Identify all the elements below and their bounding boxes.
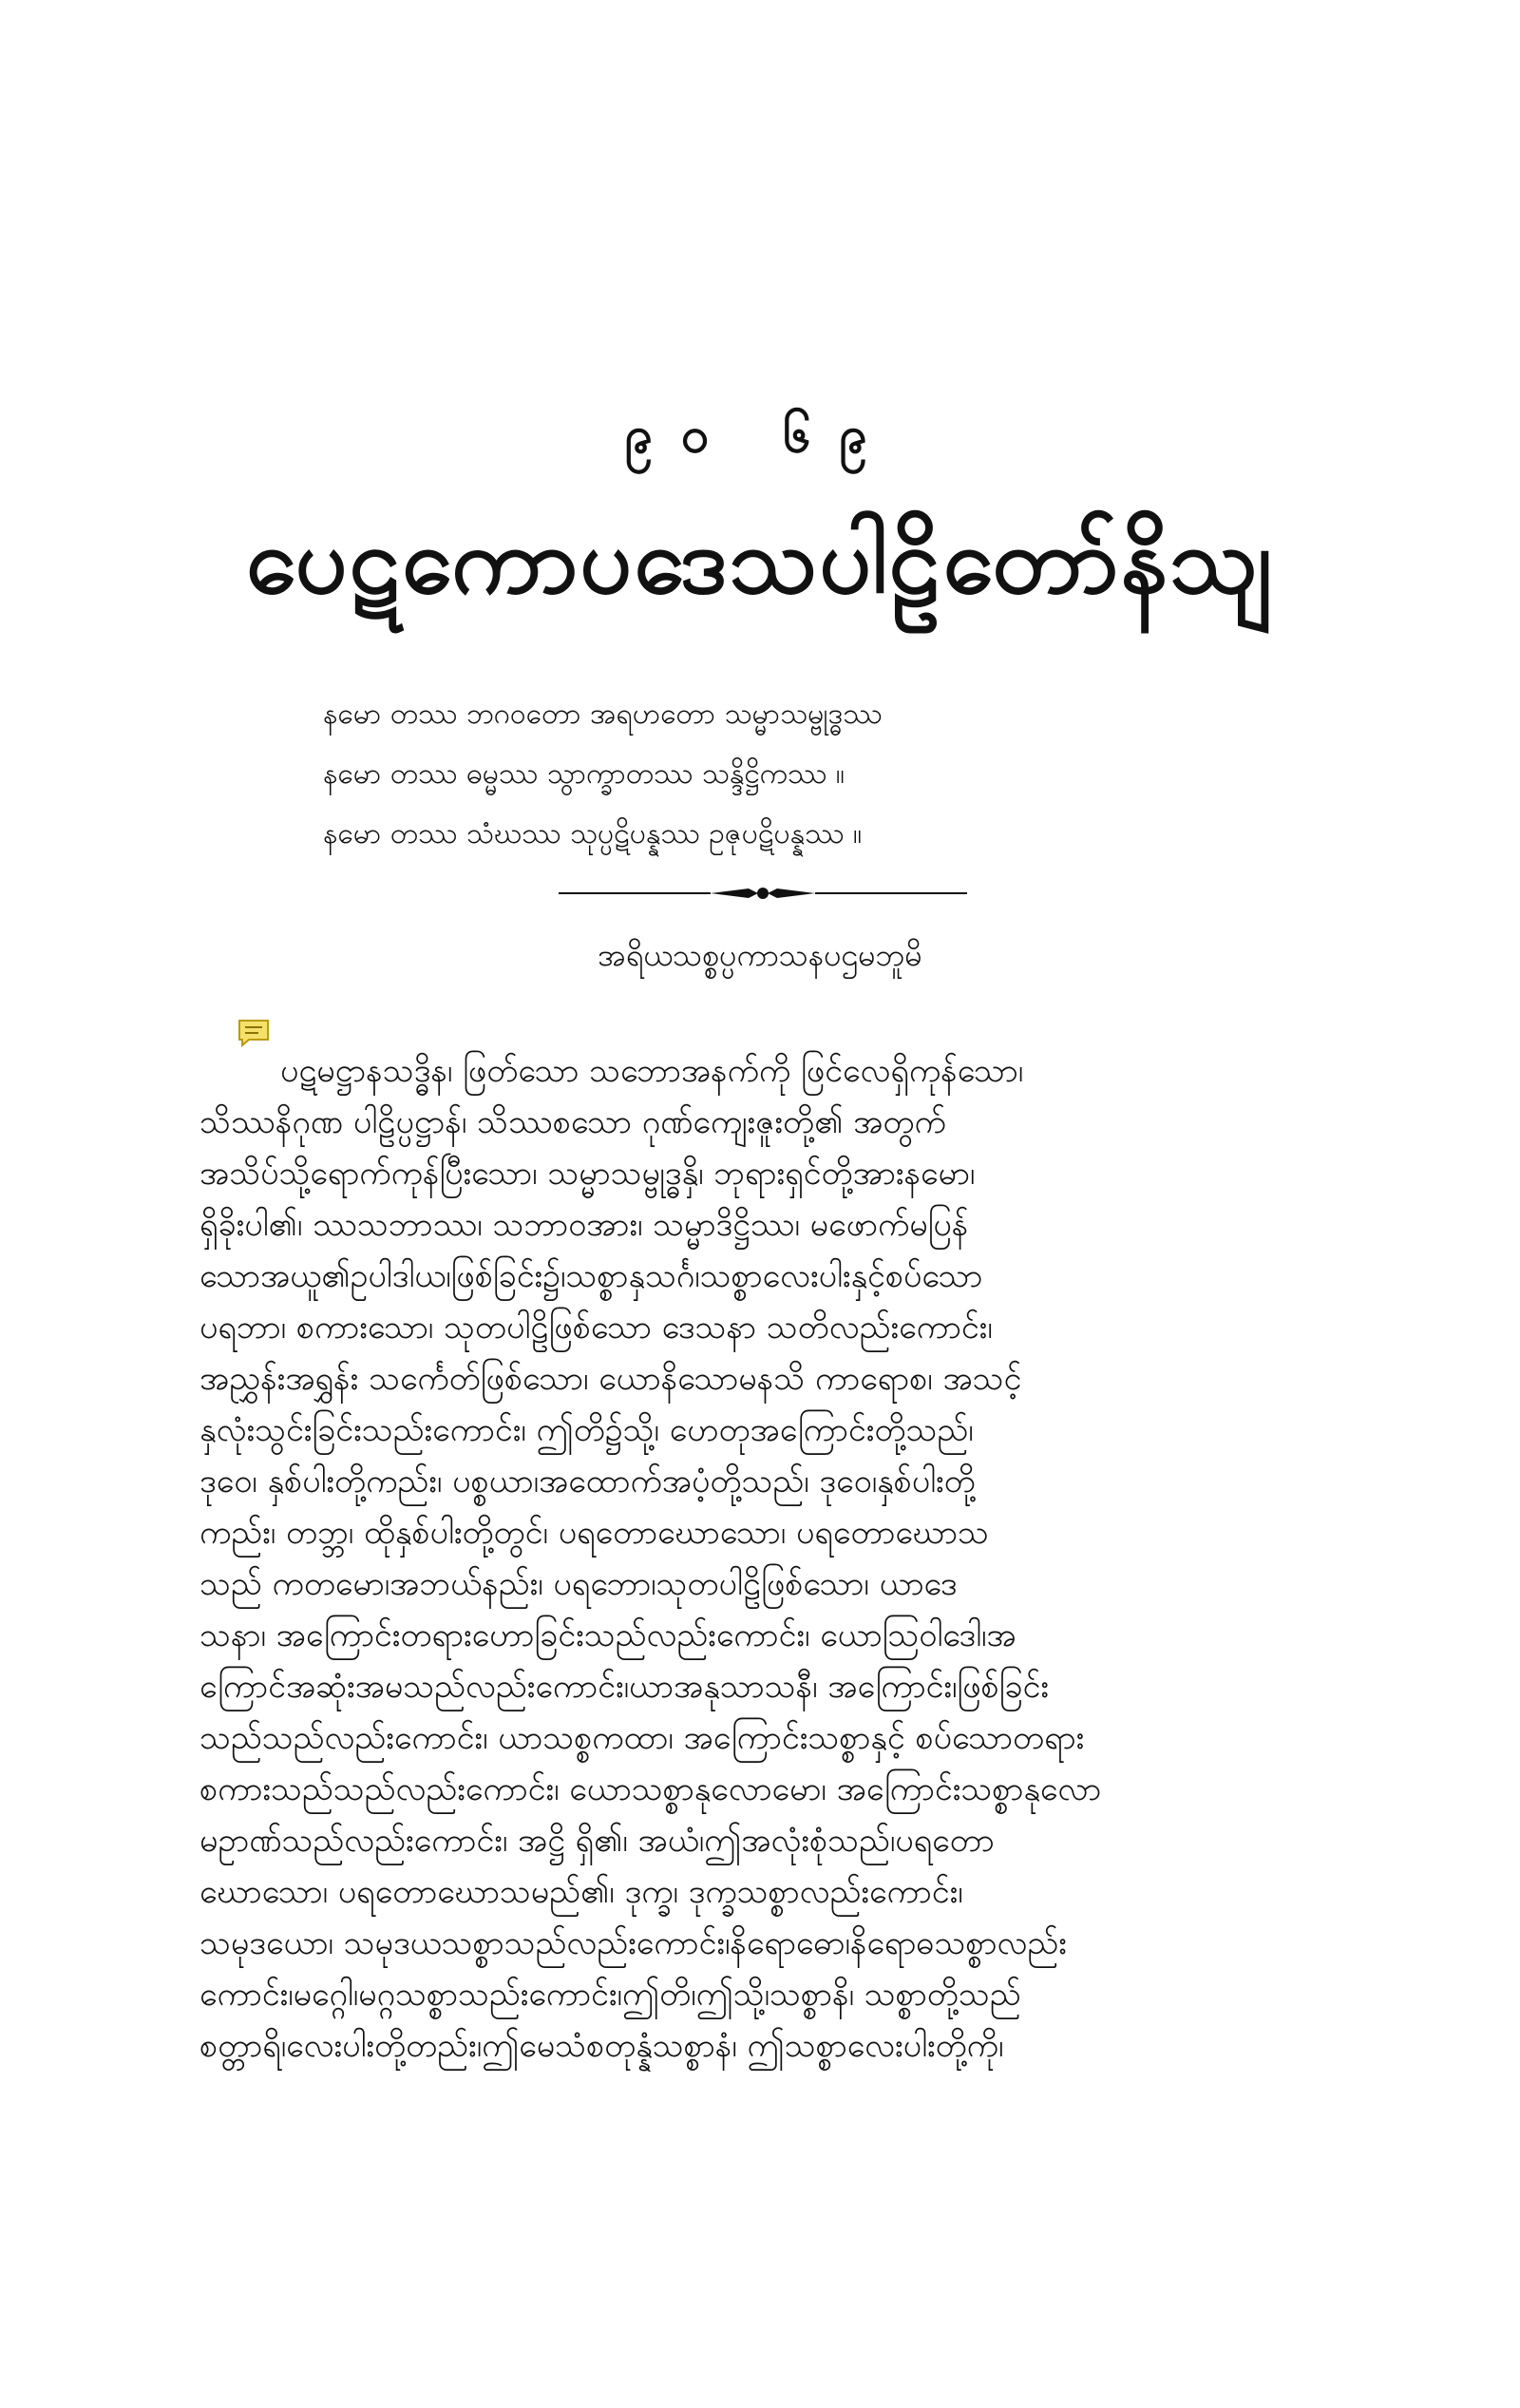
body-line: ကြောင်အဆုံးအမသည်လည်းကောင်း၊ယာအနုသာသနီ၊ အကြောင်း၊ဖြစ်ခြင်း (200, 1668, 1050, 1706)
body-line: သောအယူ၏ဥပါဒါယ၊ဖြစ်ခြင်း၌၊သစ္စာနှသင်္ဂ၊သစ္စာလေးပါးနှင့်စပ်သော (200, 1257, 983, 1295)
section-heading: အရိယသစ္စပ္ပကာသနပဌမဘူမိ (598, 937, 922, 973)
body-line: ဒုဝေ၊ နှစ်ပါးတို့ကည်း၊ ပစ္စယာ၊အထောက်အပံ့တို့သည်၊ ဒုဝေ၊နှစ်ပါးတို့ (200, 1462, 976, 1500)
body-line: အညွှန်းအရွှန်း သင်္ကေတ်ဖြစ်သော၊ ယောနိသောမနသိ ကာရောစ၊ အသင့် (200, 1360, 1022, 1398)
body-line: နှလုံးသွင်းခြင်းသည်းကောင်း၊ ဤတိ၌သို့၊ ဟေတုအကြောင်းတို့သည်၊ (200, 1411, 974, 1449)
page-title: ပေဋကောပဒေသပါဠိတော်နိသျ (245, 507, 1275, 614)
page-number: ၉၀ ၆၉ (624, 406, 896, 464)
body-line: မဥာဏ်သည်လည်းကောင်း၊ အဋ္ဌိ ရှိ၏၊ အယံ၊ဤအလုံးစုံသည်၊ပရတော (200, 1822, 995, 1860)
subtitle-line-1: နမော တဿ ဘဂဝတော အရဟတော သမ္မာသမ္ဗုဒ္ဓဿ (323, 698, 883, 731)
body-line: သိဿနိဂုဏ ပါဠိပ္ပဋ္ဌာန်၊ သိဿစသော ဂုဏ်ကျေးဇူးတို့၏ အတွက် (200, 1103, 946, 1141)
body-line: ပဋမဋ္ဌာနသဒ္ဓိန၊ ဖြတ်သော သဘောအနက်ကို ဖြင်လေရှိကုန်သော၊ (280, 1052, 1024, 1090)
body-line: ရှိခိုးပါ၏၊ ဿသဘာဿ၊ သဘာဝအား၊ သမ္မာဒိဋ္ဌိဿ၊ မဖောက်မပြန် (200, 1206, 969, 1244)
body-text (200, 1045, 1320, 2072)
body-line: သည်သည်လည်းကောင်း၊ ယာသစ္စကထာ၊ အကြောင်းသစ္စာနှင့် စပ်သောတရား (200, 1719, 1085, 1757)
body-line: ပရဘာ၊ စကားသော၊ သုတပါဠိဖြစ်သော ဒေသနာ သတိလည်းကောင်း၊ (200, 1309, 993, 1347)
body-line: အသိပ်သို့ရောက်ကုန်ပြီးသော၊ သမ္မာသမ္ဗုဒ္ဓနှိ၊ ဘုရားရှင်တို့အားနမော၊ (200, 1155, 976, 1193)
body-line: သည် ကတမော၊အဘယ်နည်း၊ ပရဘော၊သုတပါဠိဖြစ်သော၊ ယာဒေ (200, 1565, 958, 1603)
body-line: စတ္တာရိ၊လေးပါးတို့တည်း၊ဤမေသံစတုန္နံသစ္စာနံ၊ ဤသစ္စာလေးပါးတို့ကို၊ (200, 2027, 1004, 2065)
note-comment-icon[interactable] (238, 1019, 270, 1047)
subtitle-line-2: နမော တဿ ဓမ္မဿ သွာက္ခာတဿ သန္ဒိဋ္ဌိကဿ ။ (323, 757, 846, 791)
body-line: သမုဒယော၊ သမုဒယသစ္စာသည်လည်းကောင်း၊နိရောဓော၊နိရောဓသစ္စာလည်း (200, 1924, 1067, 1962)
subtitle-line-3: နမော တဿ သံဃဿ သုပ္ပဋိပန္နဿ ဥဇုပဋိပန္နဿ ။ (323, 817, 863, 850)
body-line: ကောင်း၊မဂ္ဂေါ၊မဂ္ဂသစ္စာသည်းကောင်း၊ဤတိ၊ဤသို့၊သစ္စာနိ၊ သစ္စာတို့သည် (200, 1976, 1021, 2014)
ornament-divider (559, 884, 967, 903)
body-line: ကည်း၊ တဘ္ဘ၊ ထိုနှစ်ပါးတို့တွင်၊ ပရတောဃောသော၊ ပရတောဃောသ (200, 1514, 989, 1552)
body-line: ဃောသော၊ ပရတောဃောသမည်၏၊ ဒုက္ခ၊ ဒုက္ခသစ္စာလည်းကောင်း၊ (200, 1873, 963, 1911)
body-line: စကားသည်သည်လည်းကောင်း၊ ယောသစ္စာနုလောမော၊ အကြောင်းသစ္စာနုလော (200, 1770, 1102, 1808)
body-line: သနာ၊ အကြောင်းတရားဟောခြင်းသည်လည်းကောင်း၊ ယောဩဝါဒေါ၊အ (200, 1616, 1016, 1654)
